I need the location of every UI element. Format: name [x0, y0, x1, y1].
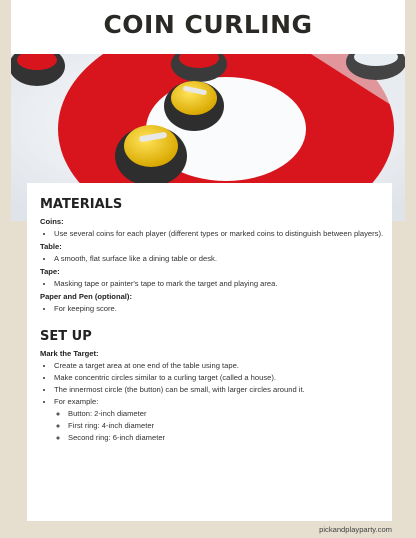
content-card [27, 183, 392, 521]
coins-list [40, 228, 385, 239]
setup-list [40, 360, 385, 443]
list-item: ◦ Second ring: 6-inch diameter [68, 432, 385, 443]
list-item: • Use several coins for each player (different types or marked coins to distinguish between players). [54, 228, 385, 239]
list-item: • For keeping score. [54, 303, 385, 314]
tape-list [40, 278, 385, 289]
setup-heading: SET UP [40, 329, 92, 344]
coins-label: Coins: [40, 217, 64, 226]
list-item: • Masking tape or painter's tape to mark the target and playing area. [54, 278, 385, 289]
list-item: ◦ First ring: 4-inch diameter [68, 420, 385, 431]
example-list [54, 408, 385, 443]
materials-heading: MATERIALS [40, 197, 123, 212]
example-label: For example: [54, 397, 99, 406]
list-item: • Make concentric circles similar to a curling target (called a house). [54, 372, 385, 383]
table-list [40, 253, 385, 264]
footer-url: pickandplayparty.com [319, 525, 392, 534]
list-item: • A smooth, flat surface like a dining table or desk. [54, 253, 385, 264]
paper-list [40, 303, 385, 314]
list-item: • Create a target area at one end of the table using tape. [54, 360, 385, 371]
table-label: Table: [40, 242, 62, 251]
list-item: • The innermost circle (the button) can be small, with larger circles around it. [54, 384, 385, 395]
tape-label: Tape: [40, 267, 60, 276]
paper-label: Paper and Pen (optional): [40, 292, 132, 301]
page-title: COIN CURLING [103, 10, 313, 39]
list-item-example [54, 396, 385, 443]
mark-target-label: Mark the Target: [40, 349, 99, 358]
list-item: ◦ Button: 2-inch diameter [68, 408, 385, 419]
